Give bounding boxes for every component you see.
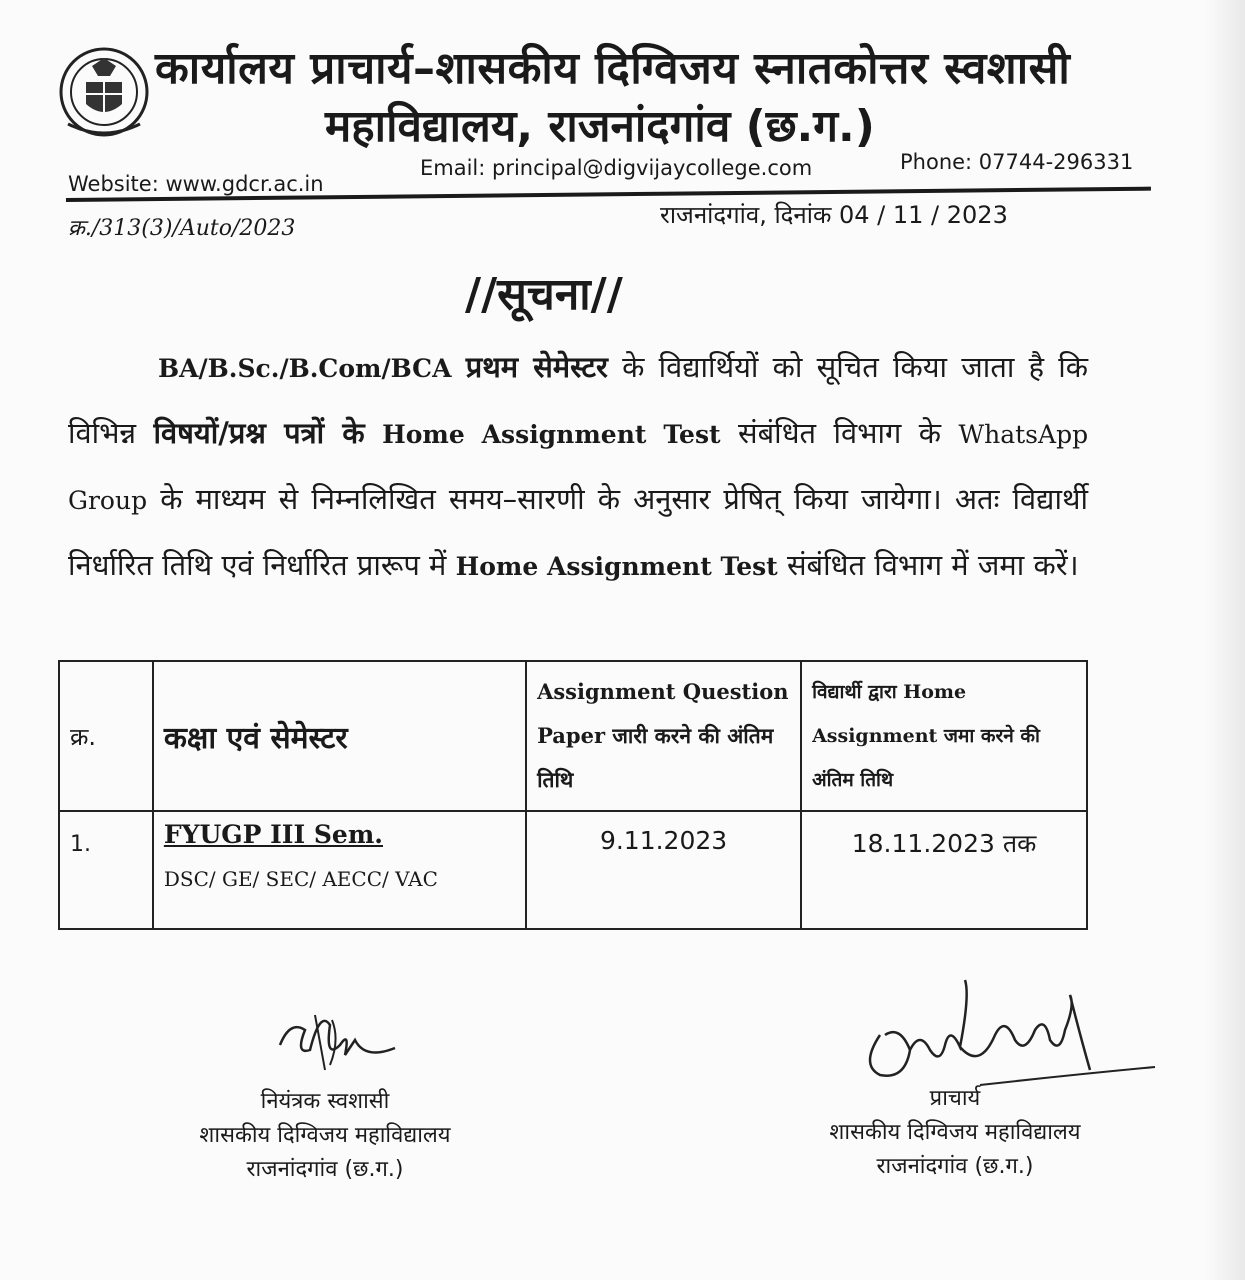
controller-signature-block bbox=[160, 1085, 490, 1187]
notice-heading: //सूचना// bbox=[465, 269, 623, 320]
college-emblem-icon bbox=[58, 42, 150, 142]
header-class: कक्षा एवं सेमेस्टर bbox=[153, 661, 526, 811]
body-part-4: संबंधित विभाग में जमा करें। bbox=[786, 548, 1079, 582]
courses-text: BA/B.Sc./B.Com/BCA bbox=[158, 354, 452, 383]
whatsapp-text: WhatsApp Group bbox=[68, 420, 1089, 515]
principal-designation: प्राचार्य bbox=[929, 1086, 981, 1111]
row-class-subjects: DSC/ GE/ SEC/ AECC/ VAC bbox=[163, 867, 438, 891]
reference-number: क्र./313(3)/Auto/2023 bbox=[68, 216, 296, 241]
schedule-table bbox=[58, 660, 1088, 930]
hat-text-2: Home Assignment Test bbox=[455, 552, 778, 581]
body-part-3: के माध्यम से निम्नलिखित समय–सारणी के अनुसार प्रेषित् किया जायेगा। अतः विद्यार्थी निर्धारित तिथि एवं निर्धारित प्रारूप में bbox=[68, 482, 1088, 582]
body-part-1: के विद्यार्थियों को सूचित किया जाता है कि विभिन्न bbox=[68, 350, 1088, 450]
principal-signature-block bbox=[790, 1082, 1120, 1184]
website-text: Website: www.gdcr.ac.in bbox=[68, 172, 324, 196]
college-name-title: महाविद्यालय, राजनांदगांव (छ.ग.) bbox=[325, 101, 875, 152]
header-issue-date: Assignment Question Paper जारी करने की अंतिम तिथि bbox=[526, 661, 801, 811]
email-text: Email: principal@digvijaycollege.com bbox=[420, 156, 813, 180]
hat-text: Home Assignment Test bbox=[382, 420, 721, 449]
principal-college: शासकीय दिग्विजय महाविद्यालय bbox=[829, 1120, 1081, 1145]
row-submit-date: 18.11.2023 तक bbox=[801, 811, 1087, 929]
page-shadow bbox=[1205, 0, 1245, 1280]
table-header-row bbox=[59, 661, 1087, 811]
controller-city: राजनांदगांव (छ.ग.) bbox=[246, 1157, 404, 1182]
header-submit-date: विद्यार्थी द्वारा Home Assignment जमा करने की अंतिम तिथि bbox=[801, 661, 1087, 811]
controller-college: शासकीय दिग्विजय महाविद्यालय bbox=[199, 1123, 451, 1148]
semester-text: प्रथम सेमेस्टर bbox=[465, 350, 608, 384]
phone-text: Phone: 07744-296331 bbox=[900, 150, 1134, 174]
row-issue-date: 9.11.2023 bbox=[526, 811, 801, 929]
row-class-title: FYUGP III Sem. bbox=[163, 820, 383, 849]
body-part-2: संबंधित विभाग के bbox=[738, 416, 942, 450]
header-serial: क्र. bbox=[59, 661, 153, 811]
principal-city: राजनांदगांव (छ.ग.) bbox=[876, 1154, 1034, 1179]
controller-designation: नियंत्रक स्वशासी bbox=[260, 1089, 390, 1114]
issue-date: राजनांदगांव, दिनांक 04 / 11 / 2023 bbox=[660, 201, 1008, 229]
row-serial: 1. bbox=[59, 811, 153, 929]
controller-signature-icon bbox=[270, 1000, 400, 1080]
principal-signature-icon bbox=[850, 975, 1160, 1095]
table-row bbox=[59, 811, 1087, 929]
office-title: कार्यालय प्राचार्य–शासकीय दिग्विजय स्नातकोत्तर स्वशासी bbox=[155, 43, 1071, 94]
row-class bbox=[153, 811, 526, 929]
notice-body bbox=[68, 335, 1088, 599]
subjects-text: विषयों/प्रश्न पत्रों के bbox=[153, 416, 365, 450]
